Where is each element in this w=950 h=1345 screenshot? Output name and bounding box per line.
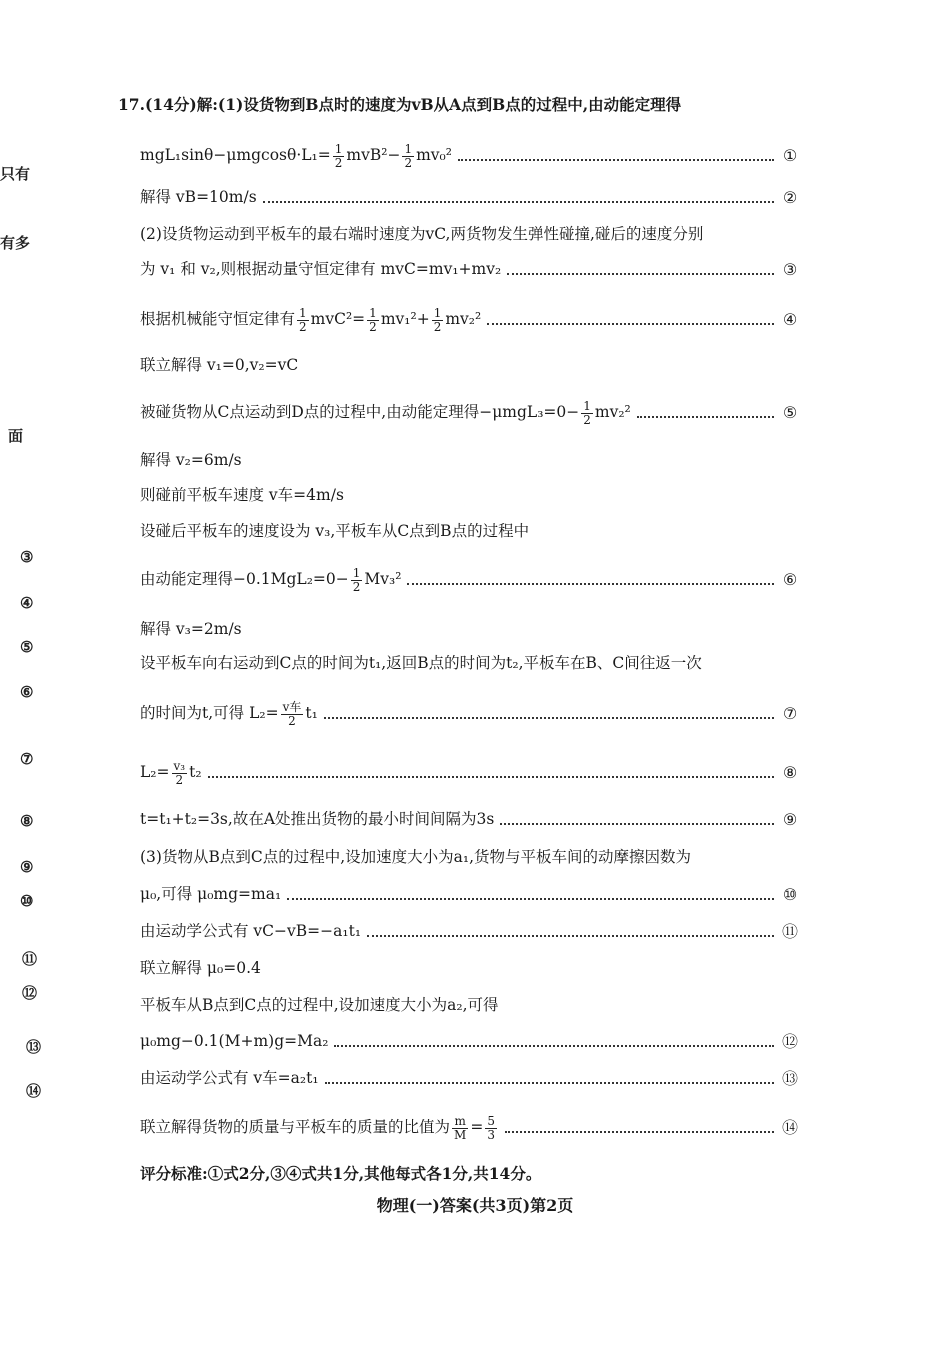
equation-number: ⑦ [782, 704, 798, 724]
leader-dots [367, 935, 774, 937]
fraction: $\frac{1}{2}$ [433, 306, 442, 334]
equation-number: ⑤ [782, 403, 798, 423]
margin-fragment: ⑪ [22, 950, 38, 968]
margin-fragment: ⑭ [26, 1082, 42, 1100]
header-text: 17.(14分)解:(1)设货物到B点时的速度为vB从A点到B点的过程中,由动能定理得 [118, 95, 682, 114]
equation-line: 由动能定理得−0.1MgL₂=0− $\frac{1}{2}$ Mv₃² ⑥ [140, 567, 800, 593]
text-line: 设碰后平板车的速度设为 v₃,平板车从C点到B点的过程中 [140, 522, 530, 540]
equation-line: 解得 vB=10m/s ② [140, 190, 800, 206]
equation-number: ⑫ [781, 1032, 798, 1051]
equation-line: μ₀,可得 μ₀mg=ma₁ ⑩ [140, 887, 800, 903]
equation-line: mgL₁sinθ−μmgcosθ·L₁= $\frac{1}{2}$ mvB²− $\frac{1}{2}$ mv₀² ① [140, 143, 800, 169]
page-footer: 物理(一)答案(共3页)第2页 [376, 1196, 574, 1215]
leader-dots [500, 823, 774, 825]
margin-fragment: ⑫ [22, 984, 38, 1002]
text-line: 平板车从B点到C点的过程中,设加速度大小为a₂,可得 [140, 996, 499, 1014]
fraction: $\frac{1}{2}$ [299, 306, 307, 334]
leader-dots [334, 1045, 774, 1047]
leader-dots [287, 898, 774, 900]
margin-fragment: ⑩ [20, 892, 34, 910]
fraction: $\frac{1}{2}$ [334, 142, 343, 170]
text-line: 联立解得 v₁=0,v₂=vC [140, 356, 299, 374]
question-header [118, 97, 778, 113]
margin-fragment: ⑨ [20, 858, 34, 876]
equation-number: ⑬ [781, 1069, 798, 1088]
equation-number: ② [782, 188, 798, 207]
text-line: 解得 v₂=6m/s [140, 451, 242, 469]
text-line: 联立解得 μ₀=0.4 [140, 959, 261, 977]
equation-number: ⑨ [782, 810, 798, 829]
leader-dots [324, 717, 774, 719]
fraction: $\frac{1}{2}$ [352, 566, 361, 594]
margin-fragment: 有多 [0, 234, 31, 252]
equation-number: ⑥ [782, 570, 798, 590]
leader-dots [208, 776, 774, 778]
margin-fragment: ⑬ [26, 1038, 42, 1056]
equation-line: 联立解得货物的质量与平板车的质量的比值为 $\frac{m}{M}$ = $\frac{5}{3}$ ⑭ [140, 1114, 798, 1142]
equation-line: L₂= $\frac{\text{v₃}}{2}$ t₂ ⑧ [140, 760, 800, 786]
margin-fragment: ⑧ [20, 812, 34, 830]
equation-number: ⑧ [782, 763, 798, 783]
equation-line: 由运动学公式有 vC−vB=−a₁t₁ ⑪ [140, 922, 798, 941]
equation-line: μ₀mg−0.1(M+m)g=Ma₂ ⑫ [140, 1032, 798, 1051]
equation-line: 的时间为t,可得 L₂= $\frac{\text{v车}}{2}$ t₁ ⑦ [140, 701, 800, 727]
equation-line: 根据机械能守恒定律有 $\frac{1}{2}$ mvC²= $\frac{1}{2}$ mv₁²+ $\frac{1}{2}$ mv₂² ④ [140, 307, 800, 333]
fraction: $\frac{\text{v车}}{2}$ [282, 700, 302, 728]
leader-dots [325, 1082, 774, 1084]
leader-dots [637, 416, 774, 418]
margin-fragment: ⑦ [20, 750, 34, 768]
margin-fragment: 面 [8, 427, 24, 445]
text-line: 则碰前平板车速度 v车=4m/s [140, 486, 344, 504]
leader-dots [407, 583, 774, 585]
equation-line: 为 v₁ 和 v₂,则根据动量守恒定律有 mvC=mv₁+mv₂ ③ [140, 262, 800, 278]
fraction: $\frac{5}{3}$ [487, 1114, 495, 1142]
leader-dots [487, 323, 774, 325]
equation-line: 被碰货物从C点运动到D点的过程中,由动能定理得−μmgL₃=0− $\frac{1}{2}$ mv₂² ⑤ [140, 400, 800, 426]
equation-number: ⑪ [781, 922, 798, 941]
leader-dots [458, 159, 774, 161]
text-line: (2)设货物运动到平板车的最右端时速度为vC,两货物发生弹性碰撞,碰后的速度分别 [140, 225, 704, 243]
fraction: $\frac{1}{2}$ [404, 142, 413, 170]
scoring-criteria: 评分标准:①式2分,③④式共1分,其他每式各1分,共14分。 [140, 1164, 542, 1183]
leader-dots [263, 201, 774, 203]
text-line: 解得 v₃=2m/s [140, 620, 242, 638]
equation-number: ③ [782, 260, 798, 279]
text-line: (3)货物从B点到C点的过程中,设加速度大小为a₁,货物与平板车间的动摩擦因数为 [140, 848, 692, 866]
leader-dots [507, 273, 774, 275]
margin-fragment: ⑤ [20, 638, 34, 656]
equation-line: t=t₁+t₂=3s,故在A处推出货物的最小时间间隔为3s ⑨ [140, 812, 800, 828]
equation-line: 由运动学公式有 v车=a₂t₁ ⑬ [140, 1069, 798, 1088]
margin-fragment: ③ [20, 548, 34, 566]
equation-number: ⑩ [782, 885, 798, 904]
equation-number: ④ [782, 310, 798, 330]
margin-fragment: 只有 [0, 165, 31, 183]
equation-number: ⑭ [781, 1118, 798, 1138]
fraction: $\frac{m}{M}$ [454, 1114, 467, 1142]
leader-dots [505, 1131, 774, 1133]
fraction: $\frac{\text{v₃}}{2}$ [173, 759, 186, 787]
margin-fragment: ⑥ [20, 683, 34, 701]
fraction: $\frac{1}{2}$ [583, 399, 591, 427]
margin-fragment: ④ [20, 594, 34, 612]
fraction: $\frac{1}{2}$ [369, 306, 377, 334]
equation-number: ① [782, 146, 798, 166]
text-line: 设平板车向右运动到C点的时间为t₁,返回B点的时间为t₂,平板车在B、C间往返一次 [140, 654, 702, 672]
